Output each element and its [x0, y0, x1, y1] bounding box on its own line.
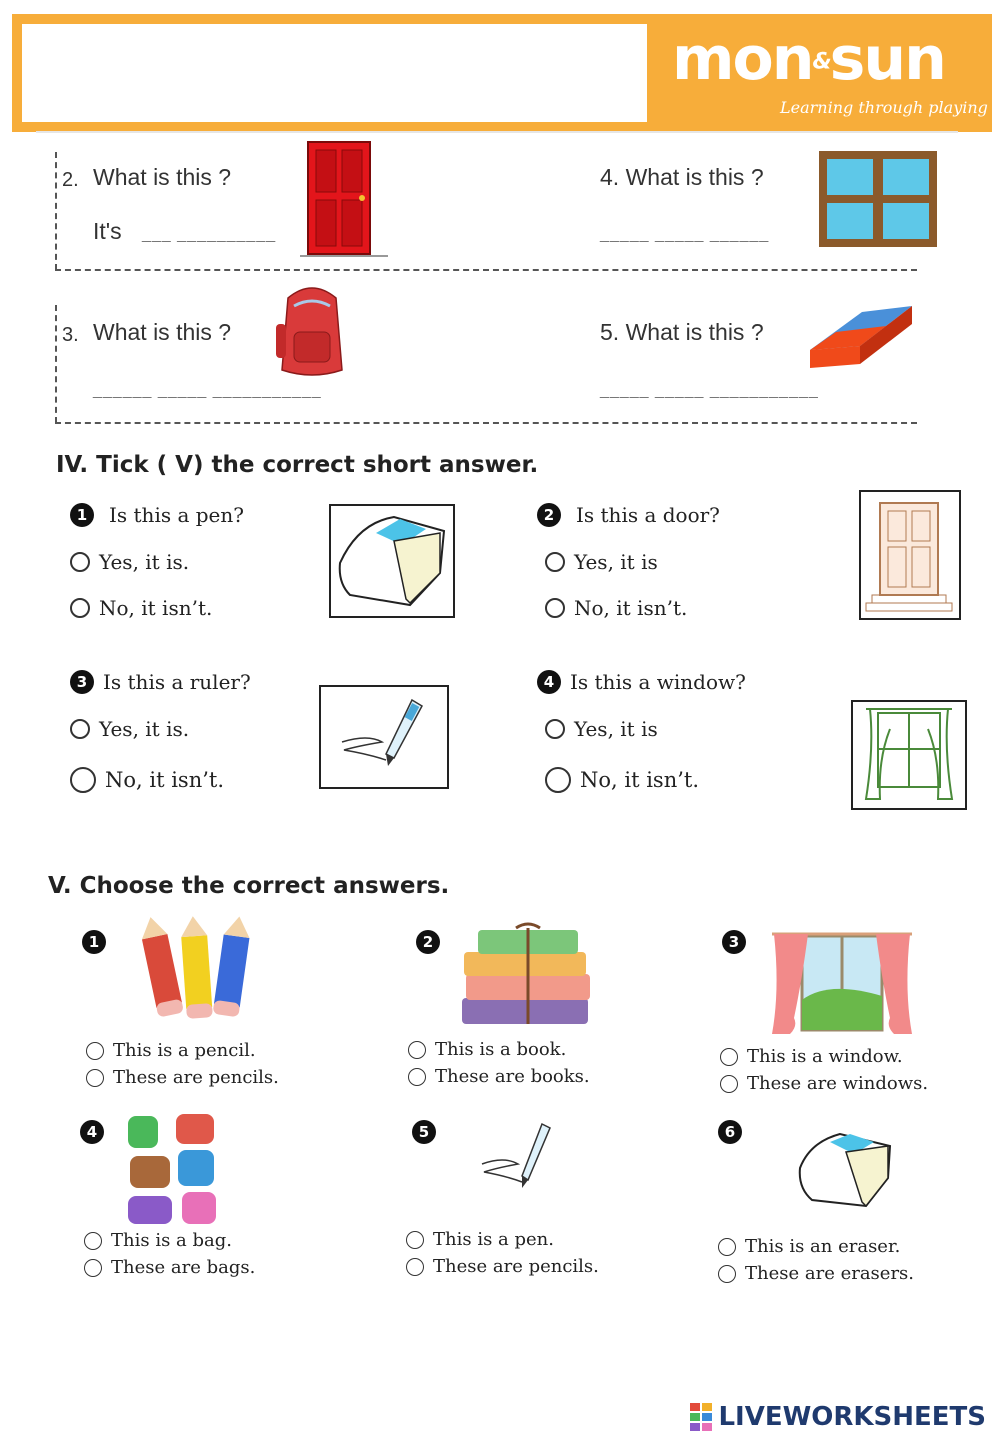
radio-button[interactable] — [406, 1231, 424, 1249]
logo-main: mon — [672, 24, 813, 94]
number-bullet: 2 — [537, 503, 561, 527]
option-b[interactable] — [720, 1073, 928, 1094]
door-icon — [858, 489, 962, 621]
option-label: No, it isn’t. — [99, 596, 213, 620]
divider — [55, 152, 57, 270]
pencils-icon — [132, 916, 256, 1026]
logo-tagline: Learning through playing — [780, 98, 988, 117]
backpack-icon — [268, 284, 356, 380]
question-text: What is this ? — [93, 319, 232, 345]
option-label: Yes, it is — [574, 717, 658, 741]
window-icon — [818, 150, 938, 248]
answer-blank[interactable]: _____ _____ ______ — [600, 226, 770, 243]
logo-amp: & — [812, 49, 830, 75]
radio-button[interactable] — [86, 1069, 104, 1087]
option-a[interactable] — [84, 1230, 232, 1251]
eraser-icon — [802, 292, 916, 374]
books-icon — [458, 922, 596, 1030]
number-bullet: 1 — [82, 930, 106, 954]
eraser-icon — [328, 503, 456, 619]
radio-button[interactable] — [718, 1265, 736, 1283]
question-number: 3. — [62, 324, 79, 346]
option-label: Yes, it is — [574, 550, 658, 574]
option-label: These are windows. — [747, 1073, 929, 1094]
option-label: This is a pen. — [433, 1229, 554, 1250]
divider — [55, 422, 917, 424]
question-text: What is this ? — [93, 164, 232, 190]
option-a[interactable] — [86, 1040, 256, 1061]
option-a[interactable] — [720, 1046, 903, 1067]
radio-button[interactable] — [86, 1042, 104, 1060]
divider — [55, 305, 57, 423]
section-title: IV. Tick ( V) the correct short answer. — [56, 452, 539, 478]
option-label: These are books. — [435, 1066, 590, 1087]
option-no[interactable] — [545, 596, 687, 620]
name-box — [22, 24, 647, 122]
option-label: This is a window. — [747, 1046, 903, 1067]
option-yes[interactable] — [70, 550, 189, 574]
answer-blank[interactable]: ___ __________ — [142, 226, 277, 243]
number-bullet: 3 — [70, 670, 94, 694]
logo — [672, 24, 972, 94]
option-yes[interactable] — [545, 550, 658, 574]
divider — [55, 269, 917, 271]
option-b[interactable] — [86, 1067, 279, 1088]
option-label: This is a pencil. — [113, 1040, 256, 1061]
option-b[interactable] — [718, 1263, 914, 1284]
option-label: This is a book. — [435, 1039, 567, 1060]
option-b[interactable] — [84, 1257, 255, 1278]
radio-button[interactable] — [70, 598, 90, 618]
bags-icon — [124, 1110, 224, 1228]
radio-button[interactable] — [720, 1075, 738, 1093]
number-bullet: 5 — [412, 1120, 436, 1144]
number-bullet: 4 — [80, 1120, 104, 1144]
divider — [36, 131, 958, 133]
option-yes[interactable] — [70, 717, 189, 741]
option-a[interactable] — [406, 1229, 554, 1250]
answer-prefix: It's — [93, 218, 122, 244]
number-bullet: 1 — [70, 503, 94, 527]
window-curtains-icon — [768, 930, 916, 1036]
option-label: These are bags. — [111, 1257, 256, 1278]
option-label: Yes, it is. — [99, 717, 190, 741]
question-text: Is this a window? — [570, 670, 746, 694]
radio-button[interactable] — [70, 552, 90, 572]
number-bullet: 3 — [722, 930, 746, 954]
radio-button[interactable] — [70, 719, 90, 739]
option-label: Yes, it is. — [99, 550, 190, 574]
question-text: Is this a door? — [576, 503, 720, 527]
question-text: Is this a pen? — [109, 503, 244, 527]
option-label: No, it isn’t. — [574, 596, 688, 620]
option-a[interactable] — [408, 1039, 566, 1060]
option-label: These are pencils. — [433, 1256, 599, 1277]
option-label: These are erasers. — [745, 1263, 915, 1284]
answer-blank[interactable]: _____ _____ ___________ — [600, 382, 819, 399]
radio-button[interactable] — [545, 767, 571, 793]
radio-button[interactable] — [718, 1238, 736, 1256]
option-label: No, it isn’t. — [105, 768, 225, 792]
option-yes[interactable] — [545, 717, 658, 741]
option-label: No, it isn’t. — [580, 768, 700, 792]
question-row — [70, 503, 244, 527]
radio-button[interactable] — [406, 1258, 424, 1276]
liveworksheets-icon — [690, 1403, 712, 1431]
radio-button[interactable] — [408, 1041, 426, 1059]
logo-sun: sun — [829, 24, 945, 94]
option-no[interactable] — [70, 767, 224, 793]
question-text: 4. What is this ? — [600, 164, 764, 190]
radio-button[interactable] — [720, 1048, 738, 1066]
answer-blank[interactable]: ______ _____ ___________ — [93, 382, 322, 399]
pen-icon — [476, 1120, 556, 1196]
radio-button[interactable] — [84, 1259, 102, 1277]
window-icon — [850, 699, 968, 811]
number-bullet: 2 — [416, 930, 440, 954]
option-label: This is a bag. — [111, 1230, 232, 1251]
section-title: V. Choose the correct answers. — [48, 873, 450, 899]
number-bullet: 4 — [537, 670, 561, 694]
option-b[interactable] — [408, 1066, 590, 1087]
question-row — [537, 503, 720, 527]
radio-button[interactable] — [545, 552, 565, 572]
option-a[interactable] — [718, 1236, 900, 1257]
radio-button[interactable] — [408, 1068, 426, 1086]
question-row — [70, 670, 251, 694]
radio-button[interactable] — [84, 1232, 102, 1250]
option-no[interactable] — [70, 596, 212, 620]
number-bullet: 6 — [718, 1120, 742, 1144]
option-b[interactable] — [406, 1256, 599, 1277]
radio-button[interactable] — [545, 719, 565, 739]
option-label: These are pencils. — [113, 1067, 279, 1088]
radio-button[interactable] — [545, 598, 565, 618]
question-text: Is this a ruler? — [103, 670, 251, 694]
option-no[interactable] — [545, 767, 699, 793]
footer-brand: LIVEWORKSHEETS — [718, 1402, 986, 1432]
option-label: This is an eraser. — [745, 1236, 901, 1257]
eraser-icon — [796, 1128, 894, 1212]
radio-button[interactable] — [70, 767, 96, 793]
question-row — [537, 670, 746, 694]
footer-logo — [690, 1402, 986, 1432]
question-number: 2. — [62, 169, 79, 191]
question-text: 5. What is this ? — [600, 319, 764, 345]
pen-icon — [318, 684, 450, 790]
door-icon — [298, 140, 390, 262]
